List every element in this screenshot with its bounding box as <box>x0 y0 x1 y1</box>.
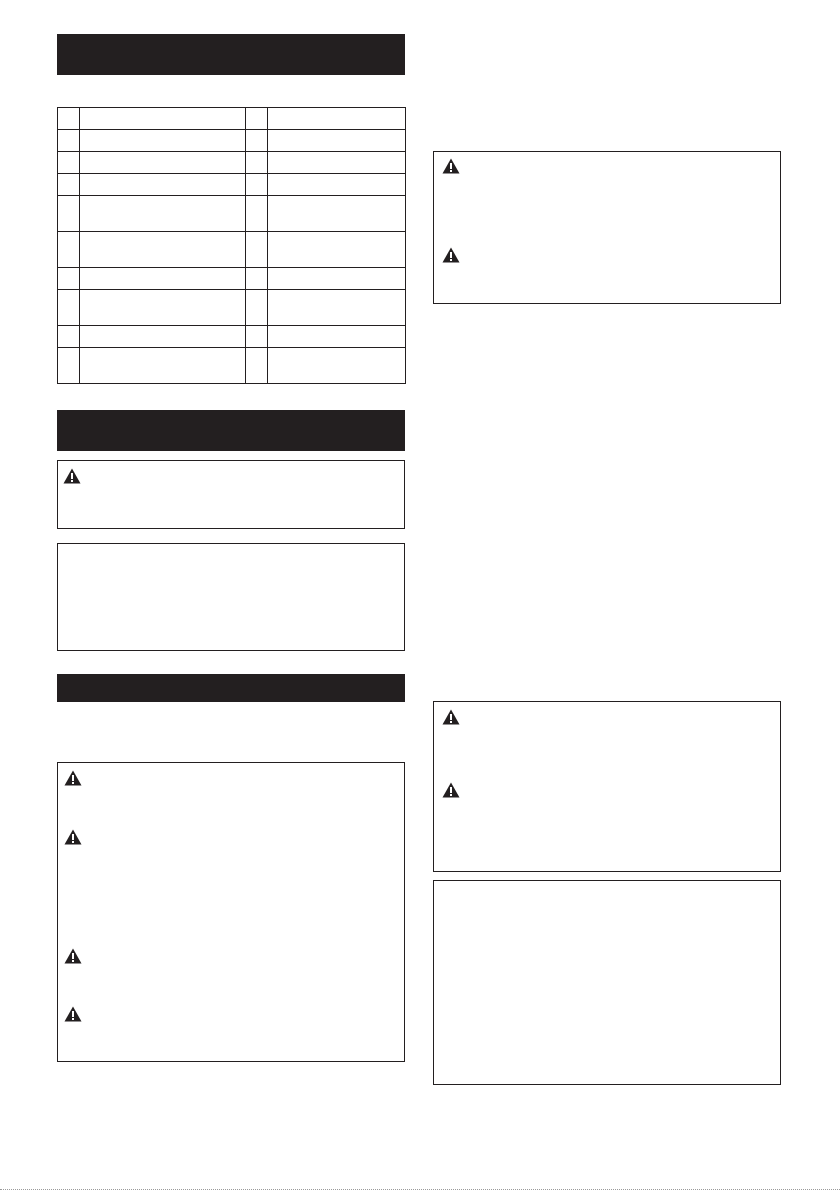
part-number <box>58 130 80 152</box>
part-number <box>246 130 268 152</box>
table-row <box>58 174 406 196</box>
part-number <box>246 196 268 232</box>
warning-triangle-icon <box>64 770 82 786</box>
part-description <box>268 290 406 326</box>
part-number <box>58 268 80 290</box>
part-number <box>58 232 80 268</box>
part-number <box>58 108 80 130</box>
warning-triangle-icon <box>64 1006 82 1022</box>
part-description <box>268 108 406 130</box>
part-description <box>268 152 406 174</box>
part-description <box>80 326 246 348</box>
table-row <box>58 232 406 268</box>
warning-box <box>433 701 781 872</box>
warning-box <box>57 460 405 529</box>
part-number <box>246 290 268 326</box>
part-description <box>268 130 406 152</box>
warning-box <box>433 151 781 304</box>
warning-box <box>57 762 405 1062</box>
part-description <box>80 174 246 196</box>
part-number <box>246 268 268 290</box>
warning-triangle-icon <box>442 247 460 263</box>
part-description <box>268 326 406 348</box>
part-description <box>268 268 406 290</box>
table-row <box>58 130 406 152</box>
section-heading-1 <box>57 34 405 75</box>
part-number <box>246 152 268 174</box>
part-description <box>80 196 246 232</box>
part-number <box>246 326 268 348</box>
part-description <box>268 232 406 268</box>
part-number <box>58 290 80 326</box>
section-heading-2 <box>57 410 405 451</box>
part-number <box>246 348 268 384</box>
part-number <box>58 196 80 232</box>
note-box <box>57 543 405 651</box>
part-description <box>80 152 246 174</box>
part-number <box>58 348 80 384</box>
warning-triangle-icon <box>442 782 460 798</box>
table-row <box>58 348 406 384</box>
part-description <box>80 268 246 290</box>
part-number <box>58 174 80 196</box>
part-description <box>80 130 246 152</box>
warning-triangle-icon <box>63 468 81 484</box>
page-edge-rule <box>0 1189 840 1190</box>
part-description <box>268 348 406 384</box>
warning-triangle-icon <box>442 709 460 725</box>
part-description <box>268 196 406 232</box>
warning-triangle-icon <box>64 829 82 845</box>
section-heading-3 <box>57 674 405 702</box>
part-description <box>268 174 406 196</box>
part-number <box>58 326 80 348</box>
part-number <box>58 152 80 174</box>
warning-triangle-icon <box>64 948 82 964</box>
part-description <box>80 232 246 268</box>
table-row <box>58 108 406 130</box>
part-number <box>246 232 268 268</box>
part-description <box>80 290 246 326</box>
table-row <box>58 196 406 232</box>
note-box <box>433 880 781 1085</box>
part-number <box>246 174 268 196</box>
part-description <box>80 348 246 384</box>
table-row <box>58 152 406 174</box>
table-row <box>58 326 406 348</box>
table-row <box>58 290 406 326</box>
warning-triangle-icon <box>442 158 460 174</box>
part-number <box>246 108 268 130</box>
parts-table <box>57 107 406 384</box>
part-description <box>80 108 246 130</box>
table-row <box>58 268 406 290</box>
